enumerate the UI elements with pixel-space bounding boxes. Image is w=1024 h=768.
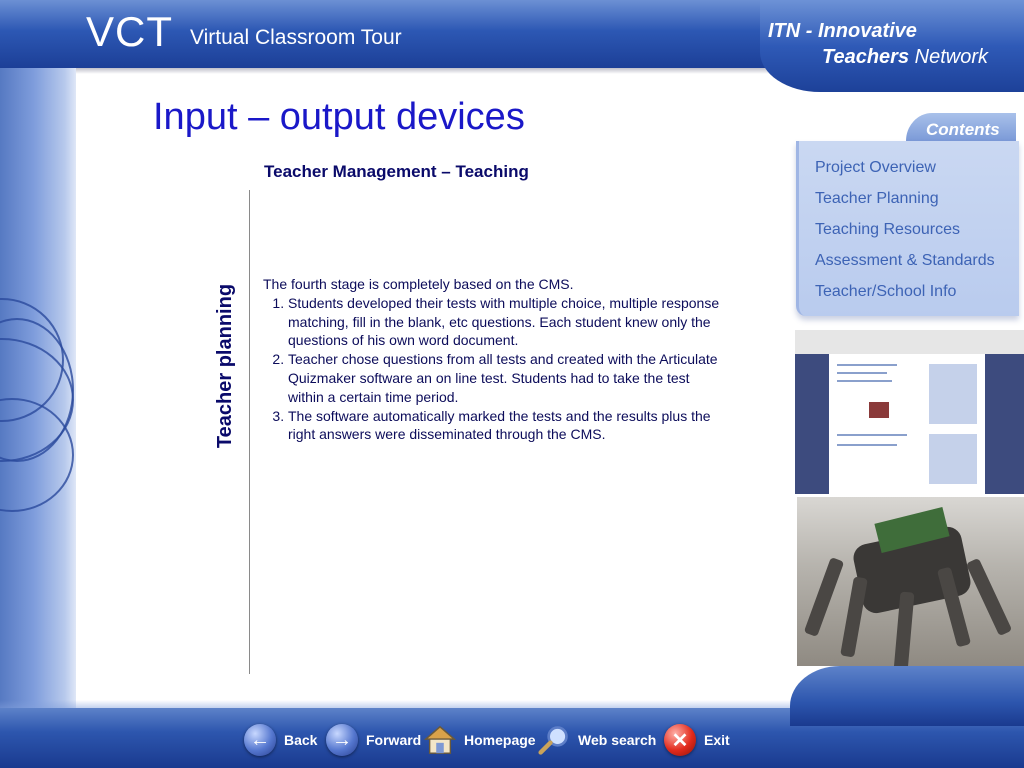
menu-item-project-overview[interactable]: Project Overview [815,159,936,176]
homepage-label: Homepage [464,732,536,748]
house-icon [424,724,456,756]
network-subtitle-rest: Network [909,46,988,68]
brand-subtitle: Virtual Classroom Tour [190,26,402,49]
body-text [263,275,723,444]
page-title: Input – output devices [153,96,525,138]
section-heading: Teacher Management – Teaching [264,162,529,181]
web-search-button[interactable] [538,722,656,758]
robot-photo [797,497,1024,666]
left-decorative-bar [0,68,76,708]
menu-item-teacher-school-info[interactable]: Teacher/School Info [815,283,957,300]
contents-title: Contents [926,120,1000,139]
menu-item-assessment-standards[interactable]: Assessment & Standards [815,252,995,269]
network-subtitle-bold: Teachers [822,46,910,68]
steps-list [263,294,723,444]
web-search-label: Web search [578,732,657,748]
exit-button[interactable] [664,722,730,758]
x-icon: ✕ [664,724,696,756]
exit-label: Exit [704,732,730,748]
side-label: Teacher planning [214,283,236,449]
homepage-button[interactable] [424,722,536,758]
menu-item-teacher-planning[interactable]: Teacher Planning [815,190,939,207]
network-subtitle [822,46,988,69]
arrow-right-icon: → [326,724,358,756]
back-button[interactable] [244,722,317,758]
intro-text: The fourth stage is completely based on the CMS. [263,276,574,292]
menu-item-teaching-resources[interactable]: Teaching Resources [815,221,960,238]
list-item: 1. Students developed their tests with multiple choice, multiple response matching, fill in the blank, etc questions. Each student knew only the questions of his own word document. [288,294,723,350]
brand-logo: VCT [86,8,173,55]
list-item: 3. The software automatically marked the tests and the results plus the right answers were disseminated through the CMS. [288,407,723,445]
divider-line [249,190,250,674]
network-title: ITN - Innovative [768,20,917,42]
cms-screenshot-image [795,330,1024,494]
magnifier-icon [538,724,570,756]
back-label: Back [284,732,318,748]
list-item: 2. Teacher chose questions from all tests and created with the Articulate Quizmaker software an on line test. Students had to take the test within a certain time period. [288,350,723,406]
arrow-left-icon: ← [244,724,276,756]
footer-tab [790,666,1024,726]
forward-label: Forward [366,732,422,748]
forward-button[interactable] [326,722,421,758]
